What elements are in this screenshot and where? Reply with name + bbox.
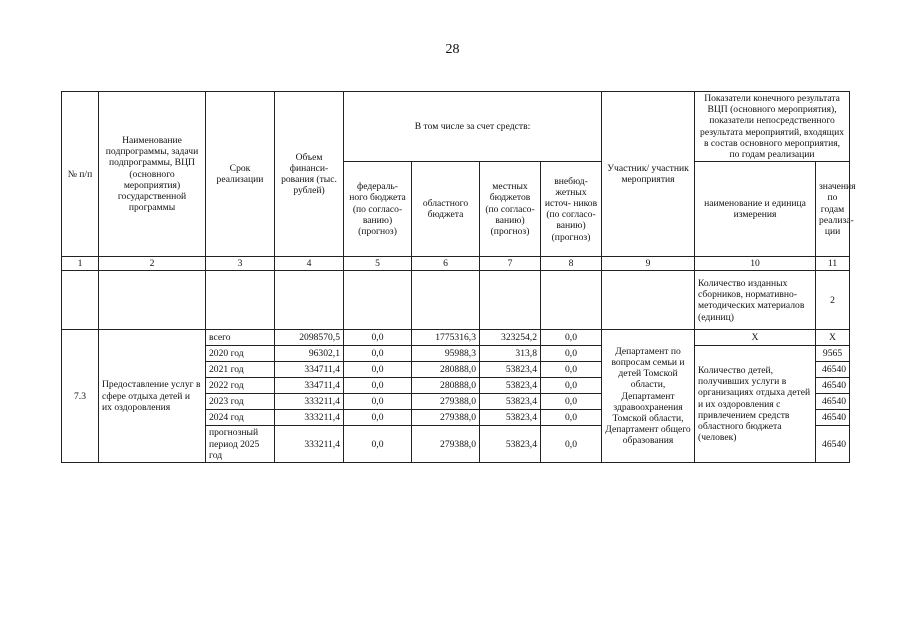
row-indicator-value: 46540 bbox=[816, 410, 850, 426]
row-federal: 0,0 bbox=[344, 362, 412, 378]
row-term: 2020 год bbox=[206, 346, 275, 362]
header-participant: Участник/ участник мероприятия bbox=[602, 92, 695, 257]
item-participant: Департамент по вопросам семьи и детей Томской области, Департамент здравоохранения Томской области, Департамент общего образования bbox=[602, 330, 695, 463]
row-volume: 96302,1 bbox=[275, 346, 344, 362]
row-local: 53823,4 bbox=[480, 410, 541, 426]
row-federal: 0,0 bbox=[344, 426, 412, 463]
row-volume: 333211,4 bbox=[275, 426, 344, 463]
column-number: 6 bbox=[412, 257, 480, 271]
row-local: 53823,4 bbox=[480, 426, 541, 463]
column-number: 7 bbox=[480, 257, 541, 271]
row-extra: 0,0 bbox=[541, 362, 602, 378]
header-indicator-name: наименование и единица измерения bbox=[695, 162, 816, 257]
row-extra: 0,0 bbox=[541, 426, 602, 463]
header-extra: внебюд- жетных источ- ников (по согласо- ванию) (прогноз) bbox=[541, 162, 602, 257]
row-extra: 0,0 bbox=[541, 378, 602, 394]
item-header-indicator: Х bbox=[695, 330, 816, 346]
row-term: 2023 год bbox=[206, 394, 275, 410]
empty-cell bbox=[480, 271, 541, 330]
header-regional: областного бюджета bbox=[412, 162, 480, 257]
row-federal: 0,0 bbox=[344, 378, 412, 394]
item-indicator: Количество детей, получивших услуги в организациях отдыха детей и их оздоровления с привлечением средств областного бюджета (человек) bbox=[695, 346, 816, 463]
carry-indicator: Количество изданных сборников, нормативно- методических материалов (единиц) bbox=[695, 271, 816, 330]
header-volume: Объем финанси- рования (тыс. рублей) bbox=[275, 92, 344, 257]
empty-cell bbox=[344, 271, 412, 330]
row-volume: 2098570,5 bbox=[275, 330, 344, 346]
row-extra: 0,0 bbox=[541, 394, 602, 410]
column-number: 1 bbox=[62, 257, 99, 271]
column-number: 10 bbox=[695, 257, 816, 271]
column-number: 8 bbox=[541, 257, 602, 271]
empty-cell bbox=[602, 271, 695, 330]
header-num: № п/п bbox=[62, 92, 99, 257]
row-federal: 0,0 bbox=[344, 346, 412, 362]
header-term: Срок реализации bbox=[206, 92, 275, 257]
empty-cell bbox=[99, 271, 206, 330]
row-extra: 0,0 bbox=[541, 346, 602, 362]
row-term: прогнозный период 2025 год bbox=[206, 426, 275, 463]
row-local: 53823,4 bbox=[480, 394, 541, 410]
row-indicator-value: Х bbox=[816, 330, 850, 346]
row-regional: 279388,0 bbox=[412, 410, 480, 426]
row-local: 313,8 bbox=[480, 346, 541, 362]
row-regional: 280888,0 bbox=[412, 362, 480, 378]
row-indicator-value: 46540 bbox=[816, 362, 850, 378]
item-number: 7.3 bbox=[62, 330, 99, 463]
empty-cell bbox=[275, 271, 344, 330]
item-row-total bbox=[62, 330, 850, 346]
column-number: 11 bbox=[816, 257, 850, 271]
row-term: 2021 год bbox=[206, 362, 275, 378]
carry-indicator-value: 2 bbox=[816, 271, 850, 330]
row-local: 53823,4 bbox=[480, 378, 541, 394]
row-regional: 279388,0 bbox=[412, 394, 480, 410]
column-number: 3 bbox=[206, 257, 275, 271]
row-regional: 279388,0 bbox=[412, 426, 480, 463]
row-federal: 0,0 bbox=[344, 330, 412, 346]
row-regional: 280888,0 bbox=[412, 378, 480, 394]
row-local: 323254,2 bbox=[480, 330, 541, 346]
item-name: Предоставление услуг в сфере отдыха детей и их оздоровления bbox=[99, 330, 206, 463]
row-indicator-value: 9565 bbox=[816, 346, 850, 362]
header-row-1 bbox=[62, 92, 850, 162]
row-volume: 333211,4 bbox=[275, 394, 344, 410]
row-extra: 0,0 bbox=[541, 330, 602, 346]
row-federal: 0,0 bbox=[344, 394, 412, 410]
column-number-row bbox=[62, 257, 850, 271]
row-regional: 95988,3 bbox=[412, 346, 480, 362]
row-indicator-value: 46540 bbox=[816, 394, 850, 410]
empty-cell bbox=[412, 271, 480, 330]
header-name: Наименование подпрограммы, задачи подпрограммы, ВЦП (основного мероприятия) государственной программы bbox=[99, 92, 206, 257]
header-funding-group: В том числе за счет средств: bbox=[344, 92, 602, 162]
row-volume: 334711,4 bbox=[275, 362, 344, 378]
page-number: 28 bbox=[445, 42, 460, 57]
header-local: местных бюджетов (по согласо- ванию) (прогноз) bbox=[480, 162, 541, 257]
budget-table bbox=[61, 91, 856, 463]
row-term: 2022 год bbox=[206, 378, 275, 394]
row-local: 53823,4 bbox=[480, 362, 541, 378]
empty-cell bbox=[206, 271, 275, 330]
header-indicator-values: значения по годам реализа- ции bbox=[816, 162, 850, 257]
row-extra: 0,0 bbox=[541, 410, 602, 426]
row-volume: 334711,4 bbox=[275, 378, 344, 394]
row-indicator-value: 46540 bbox=[816, 378, 850, 394]
row-regional: 1775316,3 bbox=[412, 330, 480, 346]
carry-over-row bbox=[62, 271, 850, 330]
row-term: 2024 год bbox=[206, 410, 275, 426]
empty-cell bbox=[62, 271, 99, 330]
column-number: 9 bbox=[602, 257, 695, 271]
empty-cell bbox=[541, 271, 602, 330]
column-number: 4 bbox=[275, 257, 344, 271]
row-federal: 0,0 bbox=[344, 410, 412, 426]
row-indicator-value: 46540 bbox=[816, 426, 850, 463]
column-number: 2 bbox=[99, 257, 206, 271]
header-federal: федераль- ного бюджета (по согласо- ванию) (прогноз) bbox=[344, 162, 412, 257]
header-indicators: Показатели конечного результата ВЦП (основного мероприятия), показатели непосредственного результата мероприятий, входящих в состав основного мероприятия, по годам реализации bbox=[695, 92, 850, 162]
row-term: всего bbox=[206, 330, 275, 346]
column-number: 5 bbox=[344, 257, 412, 271]
row-volume: 333211,4 bbox=[275, 410, 344, 426]
